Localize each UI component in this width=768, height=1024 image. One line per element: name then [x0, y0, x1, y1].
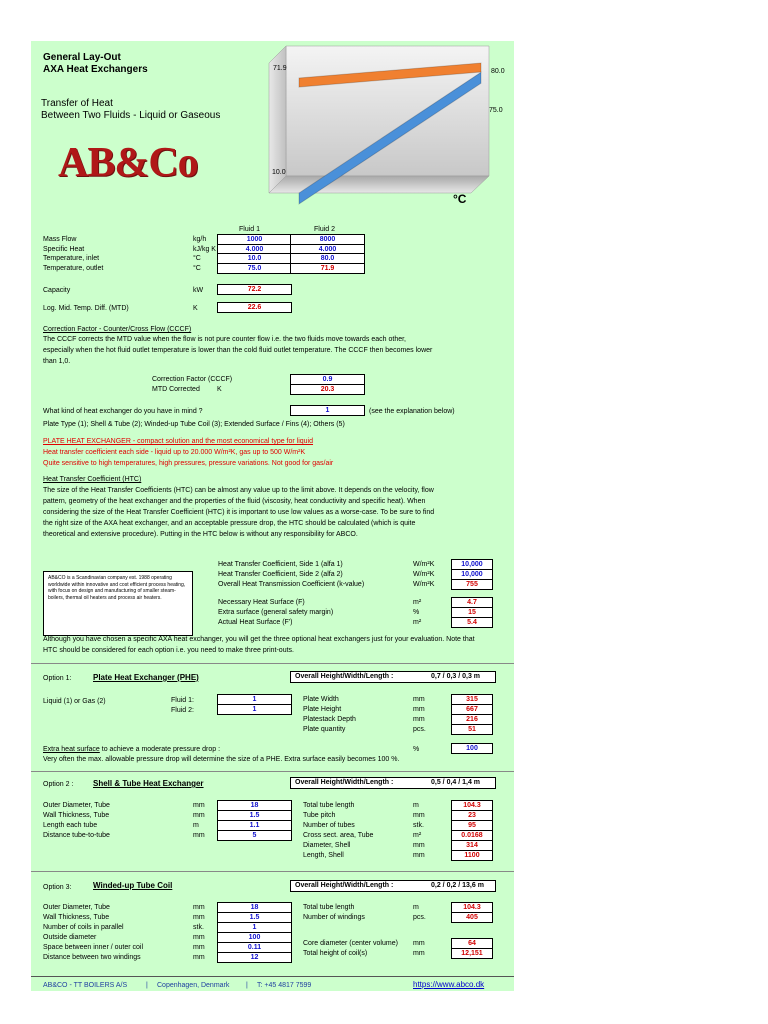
- liquid-gas-label: Liquid (1) or Gas (2): [43, 698, 106, 705]
- footer-phone: T: +45 4817 7599: [257, 982, 312, 989]
- opt1-row-unit: mm: [413, 716, 425, 723]
- footer-company: AB&CO - TT BOILERS A/S: [43, 982, 128, 989]
- htc-row-value[interactable]: 5.4: [451, 617, 493, 628]
- opt2-right-label: Cross sect. area, Tube: [303, 832, 374, 839]
- opt3-left-label: Number of coils in parallel: [43, 924, 124, 931]
- mtd-corrected-unit: K: [217, 386, 222, 393]
- opt3-left-unit: mm: [193, 944, 205, 951]
- opt3-left-unit: mm: [193, 914, 205, 921]
- opt3-right-unit: m: [413, 904, 419, 911]
- opt1-row-value[interactable]: 667: [451, 704, 493, 715]
- opt1-row-unit: mm: [413, 696, 425, 703]
- htc-row-value[interactable]: 10,000: [451, 559, 493, 570]
- chart-data-label-a: 71.9: [273, 65, 287, 72]
- kind-note: (see the explanation below): [369, 408, 455, 415]
- plate-heading: PLATE HEAT EXCHANGER - compact solution and the most economical type for liquid: [43, 438, 314, 445]
- htc-heading: Heat Transfer Coefficient (HTC): [43, 476, 142, 483]
- htc-row-value[interactable]: 755: [451, 579, 493, 590]
- fluid-row-unit: °C: [193, 264, 201, 272]
- opt3-right-label: Total height of coil(s): [303, 950, 368, 957]
- fluid-1-value[interactable]: 75.0: [217, 263, 292, 274]
- spreadsheet-page: [31, 41, 514, 991]
- opt3-left-unit: mm: [193, 954, 205, 961]
- htc-row-unit: m²: [413, 619, 422, 626]
- opt2-left-value[interactable]: 1.1: [217, 820, 292, 831]
- opt2-right-value[interactable]: 1100: [451, 850, 493, 861]
- opt2-right-label: Length, Shell: [303, 852, 344, 859]
- opt2-left-label: Wall Thickness, Tube: [43, 812, 110, 819]
- option-3-dimensions: [290, 880, 496, 892]
- capacity-value[interactable]: 72.2: [217, 284, 292, 295]
- opt3-left-unit: mm: [193, 904, 205, 911]
- fluid-2-value[interactable]: 71.9: [290, 263, 365, 274]
- opt2-left-label: Outer Diameter, Tube: [43, 802, 110, 809]
- lmtd-unit: K: [193, 305, 198, 312]
- opt3-left-label: Space between inner / outer coil: [43, 944, 144, 951]
- temperature-chart: [231, 41, 511, 211]
- htc-row-unit: m²: [413, 599, 422, 606]
- fluid-row-label: Temperature, inlet: [43, 255, 100, 262]
- opt3-right-unit: mm: [413, 940, 425, 947]
- dims-label: Overall Height/Width/Length :: [295, 882, 394, 889]
- opt3-left-value[interactable]: 12: [217, 952, 292, 963]
- opt3-right-value[interactable]: 12,151: [451, 948, 493, 959]
- opt3-left-value[interactable]: 18: [217, 902, 292, 913]
- opt2-left-unit: mm: [193, 802, 205, 809]
- subtitle-line-2: Between Two Fluids - Liquid or Gaseous: [41, 110, 221, 121]
- divider: [31, 976, 514, 977]
- opt2-right-unit: mm: [413, 852, 425, 859]
- option-2-label: Option 2 :: [43, 781, 74, 788]
- opt1-fluid1-label: Fluid 1:: [171, 697, 194, 704]
- extra-surface-text: to achieve a moderate pressure drop :: [99, 746, 221, 753]
- opt2-left-value[interactable]: 18: [217, 800, 292, 811]
- title-line-1: General Lay-Out: [43, 52, 121, 63]
- fluid-1-value[interactable]: 1000: [217, 234, 292, 245]
- opt1-row-unit: mm: [413, 706, 425, 713]
- opt2-right-value[interactable]: 104.3: [451, 800, 493, 811]
- opt1-row-label: Plate quantity: [303, 726, 346, 733]
- option-2-dimensions: [290, 777, 496, 789]
- plate-line-2: Quite sensitive to high temperatures, high pressures, pressure variations. Not good for gas/air: [43, 460, 334, 467]
- footer-website-link[interactable]: https://www.abco.dk: [413, 980, 485, 989]
- fluid-row-label: Specific Heat: [43, 245, 85, 253]
- opt2-right-label: Diameter, Shell: [303, 842, 351, 849]
- subtitle-line-1: Transfer of Heat: [41, 98, 113, 109]
- opt1-fluid2-label: Fluid 2:: [171, 707, 194, 714]
- htc-row-label: Overall Heat Transmission Coefficient (k-value): [218, 581, 365, 588]
- extra-surface-link: Extra heat surface: [43, 746, 100, 753]
- option-2-title: Shell & Tube Heat Exchanger: [93, 779, 204, 788]
- opt2-left-unit: mm: [193, 832, 205, 839]
- opt3-left-value[interactable]: 100: [217, 932, 292, 943]
- opt1-row-value[interactable]: 51: [451, 724, 493, 735]
- option-1-title: Plate Heat Exchanger (PHE): [93, 673, 199, 682]
- option-1-dimensions: [290, 671, 496, 683]
- option-3-title: Winded-up Tube Coil: [93, 881, 173, 890]
- plate-line-1: Heat transfer coefficient each side - liquid up to 20.000 W/m²K, gas up to 500 W/m²K: [43, 449, 306, 456]
- abco-logo: AB&Co: [58, 140, 198, 186]
- opt2-right-unit: m: [413, 802, 419, 809]
- divider: [31, 771, 514, 772]
- htc-row-label: Heat Transfer Coefficient, Side 2 (alfa 2): [218, 571, 343, 578]
- opt2-right-unit: stk.: [413, 822, 424, 829]
- opt3-left-label: Outside diameter: [43, 934, 97, 941]
- fluid-row-unit: kJ/kg K: [193, 245, 216, 253]
- opt2-left-label: Distance tube-to-tube: [43, 832, 110, 839]
- opt3-left-unit: stk.: [193, 924, 204, 931]
- htc-row-value[interactable]: 4.7: [451, 597, 493, 608]
- opt3-right-label: Core diameter (center volume): [303, 940, 398, 947]
- opt2-left-value[interactable]: 1.5: [217, 810, 292, 821]
- opt3-right-unit: mm: [413, 950, 425, 957]
- opt3-right-value[interactable]: 104.3: [451, 902, 493, 913]
- opt2-right-label: Number of tubes: [303, 822, 355, 829]
- opt1-row-unit: pcs.: [413, 726, 426, 733]
- opt3-left-unit: mm: [193, 934, 205, 941]
- divider: [31, 663, 514, 664]
- opt2-right-unit: mm: [413, 812, 425, 819]
- footer-city: Copenhagen, Denmark: [157, 982, 230, 989]
- capacity-unit: kW: [193, 287, 204, 294]
- htc-row-label: Actual Heat Surface (F'): [218, 619, 293, 626]
- mtd-corrected-label: MTD Corrected: [152, 386, 200, 393]
- capacity-label: Capacity: [43, 287, 71, 294]
- cccf-heading: Correction Factor - Counter/Cross Flow (CCCF): [43, 326, 192, 333]
- opt3-left-label: Distance between two windings: [43, 954, 141, 961]
- dims-value: 0,2 / 0,2 / 13,6 m: [431, 882, 484, 889]
- htc-row-unit: W/m²K: [413, 561, 435, 568]
- dims-label: Overall Height/Width/Length :: [295, 673, 394, 680]
- htc-row-unit: W/m²K: [413, 581, 435, 588]
- fluid-2-header: Fluid 2: [314, 226, 336, 233]
- opt2-left-value[interactable]: 5: [217, 830, 292, 841]
- footer-sep-1: |: [146, 982, 148, 989]
- title-line-2: AXA Heat Exchangers: [43, 64, 148, 75]
- opt2-right-value[interactable]: 23: [451, 810, 493, 821]
- htc-row-unit: W/m²K: [413, 571, 435, 578]
- opt3-right-unit: pcs.: [413, 914, 426, 921]
- opt3-left-label: Outer Diameter, Tube: [43, 904, 110, 911]
- divider: [31, 871, 514, 872]
- opt2-right-value[interactable]: 95: [451, 820, 493, 831]
- opt1-row-label: Plate Width: [303, 696, 339, 703]
- mtd-corrected-value[interactable]: 20.3: [290, 384, 365, 395]
- kind-question: What kind of heat exchanger do you have in mind ?: [43, 408, 203, 415]
- opt2-right-value[interactable]: 0.0168: [451, 830, 493, 841]
- opt3-left-label: Wall Thickness, Tube: [43, 914, 110, 921]
- fluid-2-value[interactable]: 8000: [290, 234, 365, 245]
- opt3-left-value[interactable]: 0.11: [217, 942, 292, 953]
- opt2-left-unit: mm: [193, 812, 205, 819]
- opt1-fluid2-input[interactable]: 1: [217, 704, 292, 715]
- footer-sep-2: |: [246, 982, 248, 989]
- fluid-1-value[interactable]: 4.000: [217, 244, 292, 255]
- extra-surface-note: Very often the max. allowable pressure drop will determine the size of a PHE. Extra surface easily becomes 100 %.: [43, 756, 400, 763]
- opt3-right-value[interactable]: 405: [451, 912, 493, 923]
- chart-data-label-d: 10.0: [272, 169, 286, 176]
- fluid-row-label: Mass Flow: [43, 236, 77, 243]
- fluid-row-label: Temperature, outlet: [43, 264, 104, 272]
- opt2-right-value[interactable]: 314: [451, 840, 493, 851]
- chart-data-label-c: 75.0: [489, 107, 503, 114]
- lmtd-label: Log. Mid. Temp. Diff. (MTD): [43, 305, 129, 312]
- htc-row-label: Heat Transfer Coefficient, Side 1 (alfa 1): [218, 561, 343, 568]
- dims-label: Overall Height/Width/Length :: [295, 779, 394, 786]
- fluid-row-unit: kg/h: [193, 236, 207, 243]
- opt1-row-value[interactable]: 315: [451, 694, 493, 705]
- fluid-2-value[interactable]: 4.000: [290, 244, 365, 255]
- dims-value: 0,7 / 0,3 / 0,3 m: [431, 673, 481, 680]
- lmtd-value[interactable]: 22.6: [217, 302, 292, 313]
- opt1-row-label: Platestack Depth: [303, 716, 356, 723]
- fluid-1-value[interactable]: 10.0: [217, 253, 292, 264]
- chart-data-label-b: 80.0: [491, 68, 505, 75]
- fluid-row-unit: °C: [193, 255, 201, 262]
- kind-input[interactable]: 1: [290, 405, 365, 416]
- htc-row-label: Extra surface (general safety margin): [218, 609, 334, 616]
- fluid-1-header: Fluid 1: [239, 226, 261, 233]
- opt3-left-value[interactable]: 1: [217, 922, 292, 933]
- opt2-right-label: Tube pitch: [303, 812, 336, 819]
- cccf-factor-label: Correction Factor (CCCF): [152, 376, 233, 383]
- extra-surface-unit: %: [413, 746, 420, 753]
- dims-value: 0,5 / 0,4 / 1,4 m: [431, 779, 481, 786]
- cccf-text: The CCCF corrects the MTD value when the flow is not pure counter flow i.e. the two fluids move towards each other, especially when the hot fluid outlet temperature is lower than the cold fluid outlet temperature. The CCCF then becomes lower than 1,0.: [43, 336, 433, 365]
- opt2-right-unit: m²: [413, 832, 422, 839]
- opt2-left-label: Length each tube: [43, 822, 98, 829]
- extra-surface-input[interactable]: 100: [451, 743, 493, 754]
- htc-row-value[interactable]: 15: [451, 607, 493, 618]
- opt1-row-label: Plate Height: [303, 706, 342, 713]
- fluid-2-value[interactable]: 80.0: [290, 253, 365, 264]
- kind-types: Plate Type (1); Shell & Tube (2); Winded-up Tube Coil (3); Extended Surface / Fins (4); Others (5): [43, 421, 345, 428]
- chart-unit-label: °C: [453, 192, 467, 206]
- htc-row-unit: %: [413, 609, 420, 616]
- opt3-right-label: Number of windings: [303, 914, 365, 921]
- option-3-label: Option 3:: [43, 884, 72, 891]
- opt1-row-value[interactable]: 216: [451, 714, 493, 725]
- htc-row-label: Necessary Heat Surface (F): [218, 599, 305, 606]
- opt2-left-unit: m: [193, 822, 199, 829]
- opt3-left-value[interactable]: 1.5: [217, 912, 292, 923]
- htc-text: The size of the Heat Transfer Coefficients (HTC) can be almost any value up to the limit above. It depends on the velocity, flow pattern, geometry of the heat exchanger and the properties of the fluid (viscosity, heat conductivity and specific heat). When considering the size of the Heat Transfer Coefficient (HTC) it is important to use low values as a worse-case. To be sure to find the right size of the AXA heat exchanger, and an acceptable pressure drop, the HTC should be calculated (which is quite theoretical and extensive procedure). Putting in the HTC below is without any responsibility for ABCO.: [43, 487, 435, 538]
- company-info-box: AB&CO is a Scandinavian company est. 1988 operating worldwide within innovative and cost efficient process heating, with focus on design and manufacturing of smaller steam-boilers, thermal oil heaters and process air heaters.: [43, 571, 193, 636]
- option-1-label: Option 1:: [43, 675, 72, 682]
- htc-note: Although you have chosen a specific AXA heat exchanger, you will get the three optional heat exchangers just for your evaluation. Note that HTC should be considered for each option i.e. you need to make three print-outs.: [43, 636, 475, 654]
- opt3-right-label: Total tube length: [303, 904, 355, 911]
- opt3-right-value[interactable]: 64: [451, 938, 493, 949]
- cccf-factor-value[interactable]: 0.9: [290, 374, 365, 385]
- opt1-fluid1-input[interactable]: 1: [217, 694, 292, 705]
- htc-row-value[interactable]: 10,000: [451, 569, 493, 580]
- opt2-right-label: Total tube length: [303, 802, 355, 809]
- opt2-right-unit: mm: [413, 842, 425, 849]
